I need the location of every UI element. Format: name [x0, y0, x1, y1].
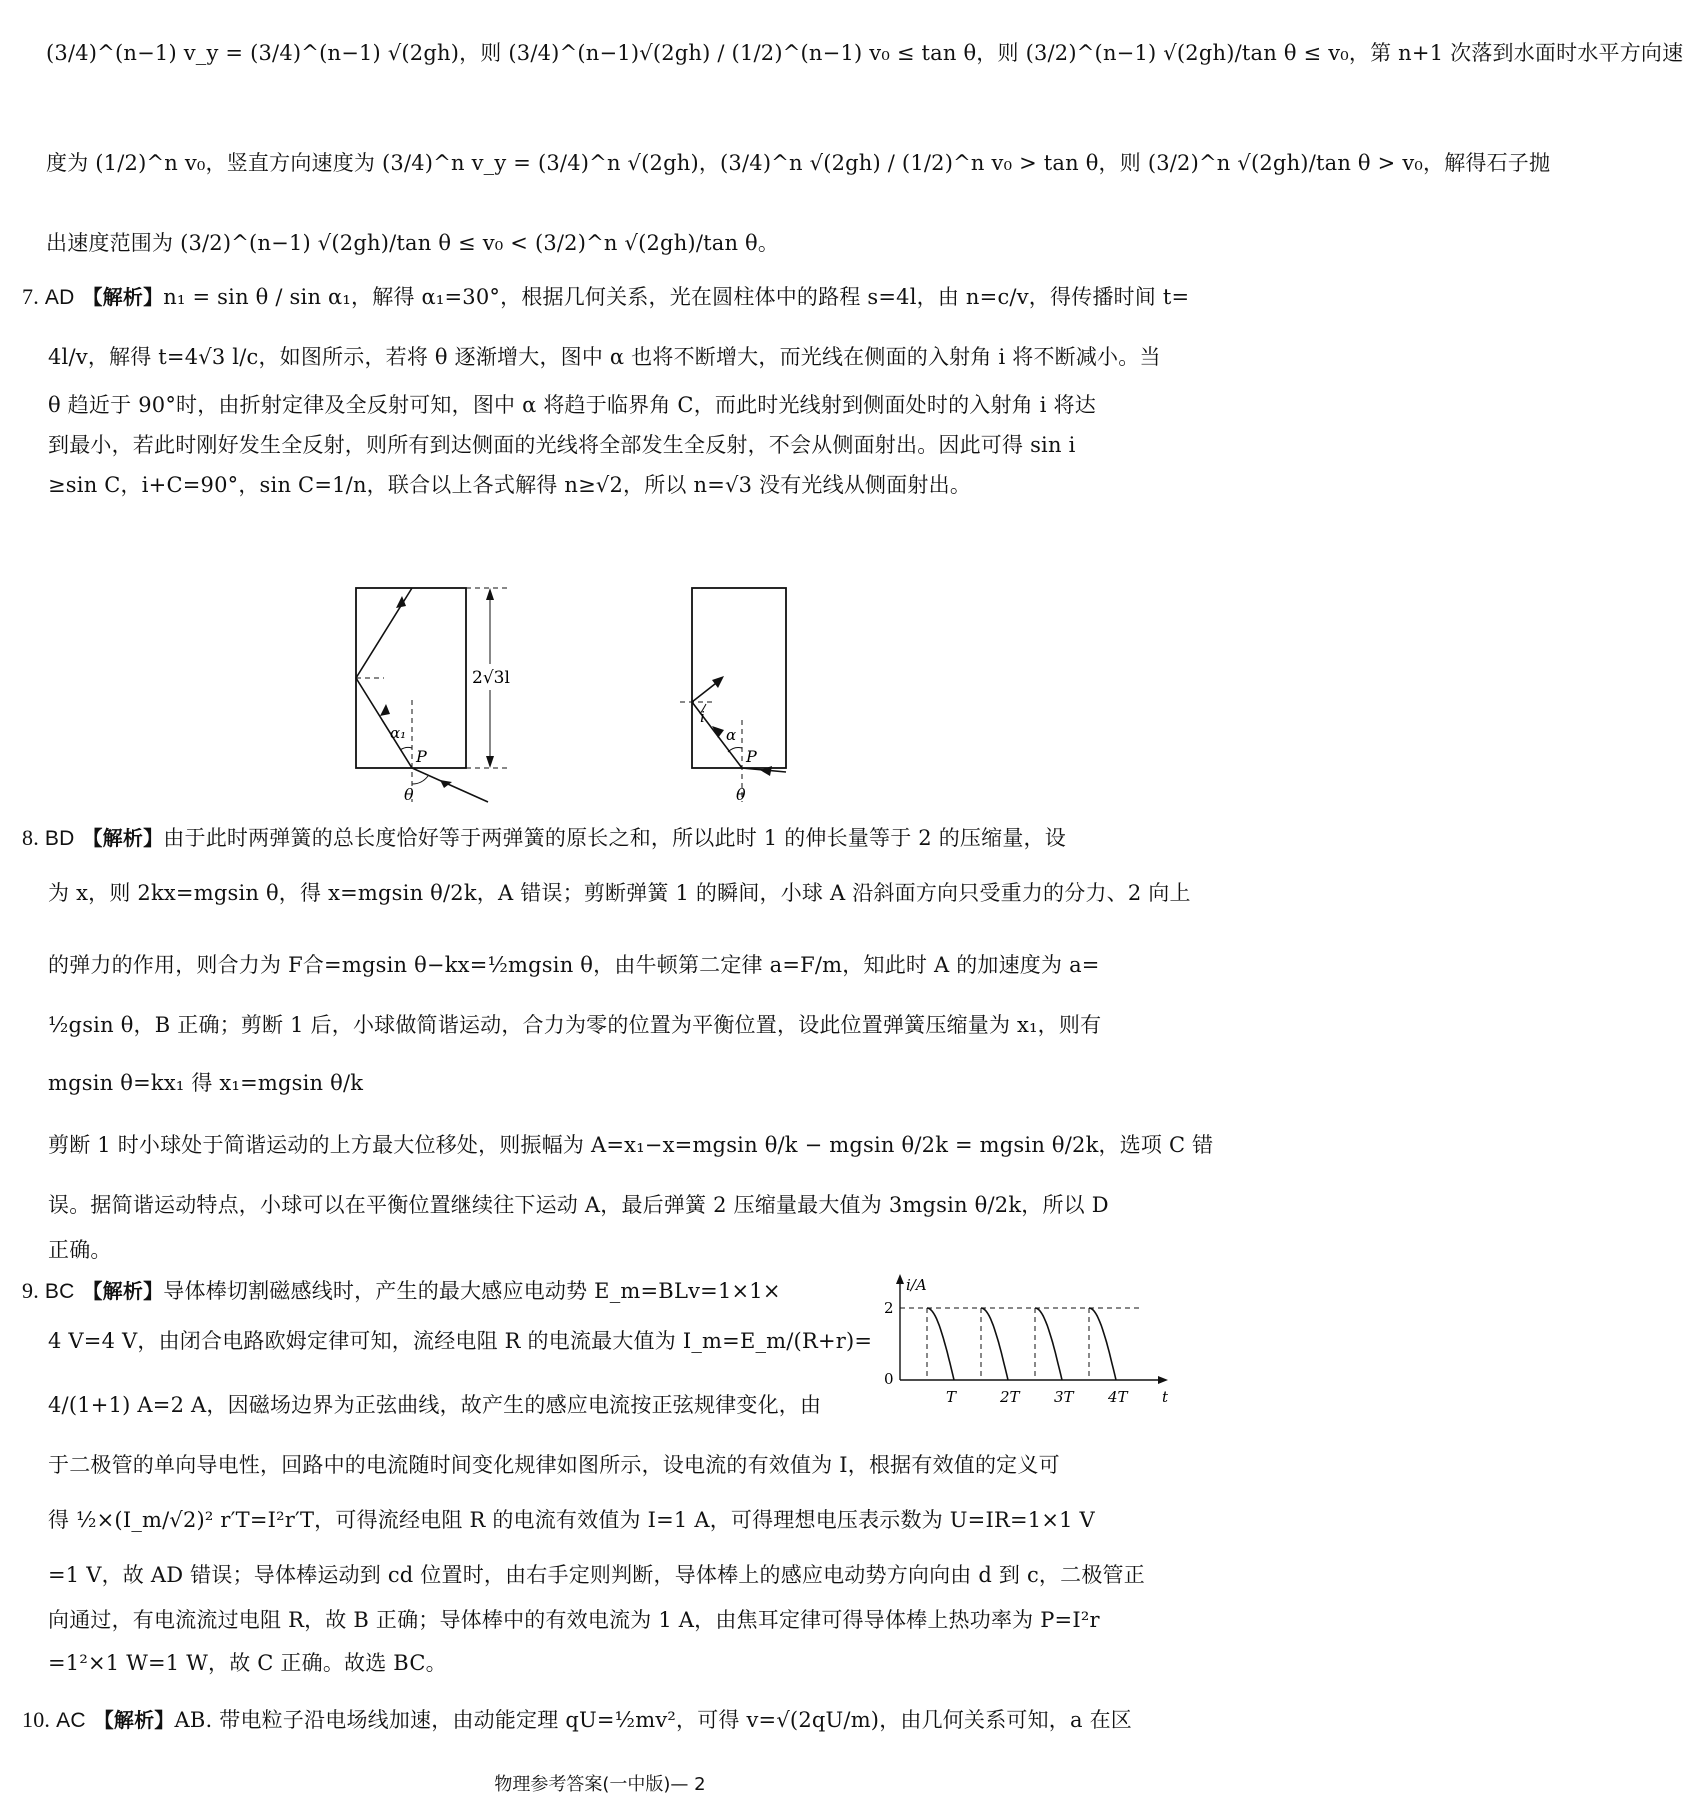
question-7 — [22, 282, 1190, 313]
x-axis-arrow — [1158, 1376, 1168, 1384]
y-tick-label: 2 — [884, 1299, 894, 1317]
light-path — [692, 680, 786, 772]
theta-label: θ — [736, 785, 746, 804]
answer-letters: BC — [44, 1280, 75, 1303]
current-curve-segment — [981, 1308, 1008, 1380]
alpha-label: α — [726, 726, 737, 744]
answer-letters: AC — [56, 1709, 86, 1732]
answer-letters: AD — [44, 286, 75, 309]
question-number: 7. — [22, 284, 39, 309]
i-label: i — [700, 708, 705, 726]
question-text: 由于此时两弹簧的总长度恰好等于两弹簧的原长之和，所以此时 1 的伸长量等于 2 的压缩量，设 — [163, 826, 1066, 850]
light-path — [356, 588, 488, 802]
page-footer: 物理参考答案(一中版)— 2 — [494, 1774, 706, 1795]
analysis-tag: 【解析】 — [82, 826, 164, 850]
question-text: AB. 带电粒子沿电场线加速，由动能定理 qU=½mv²，可得 v=√(2qU/m)，由几何关系可知，a 在区 — [174, 1708, 1132, 1732]
refraction-figure — [340, 580, 860, 805]
point-label: P — [746, 747, 757, 766]
text-line: (3/4)^(n−1) v_y = (3/4)^(n−1) √(2gh)，则 (3/4)^(n−1)√(2gh) / (1/2)^(n−1) v₀ ≤ tan θ，则 (3/2)^(n−1) √(2gh)/tan θ ≤ v₀，第 n+1 次落到水面时水平方向速 — [46, 41, 1683, 65]
question-number: 8. — [22, 825, 39, 850]
point-label: P — [416, 747, 427, 766]
text-line: ≥sin C，i+C=90°，sin C=1/n，联合以上各式解得 n≥√2，所以 n=√3 没有光线从侧面射出。 — [48, 473, 972, 497]
x-tick-label: 3T — [1054, 1388, 1074, 1406]
question-9 — [22, 1276, 862, 1307]
cylinder-right — [692, 588, 786, 768]
text-line: 剪断 1 时小球处于简谐运动的上方最大位移处，则振幅为 A=x₁−x=mgsin θ/k − mgsin θ/2k = mgsin θ/2k，选项 C 错 — [48, 1133, 1214, 1157]
x-tick-label: 2T — [1000, 1388, 1020, 1406]
text-line: 为 x，则 2kx=mgsin θ，得 x=mgsin θ/2k，A 错误；剪断弹簧 1 的瞬间，小球 A 沿斜面方向只受重力的分力、2 向上 — [48, 881, 1191, 905]
x-tick-label: T — [946, 1388, 957, 1406]
x-axis-label: t — [1162, 1388, 1169, 1406]
analysis-tag: 【解析】 — [82, 1279, 164, 1303]
y-axis-arrow — [896, 1274, 904, 1284]
y-axis-label: i/A — [906, 1276, 927, 1294]
alpha-label: α₁ — [390, 724, 407, 742]
question-number: 9. — [22, 1278, 39, 1303]
text-line: 4/(1+1) A=2 A，因磁场边界为正弦曲线，故产生的感应电流按正弦规律变化，由 — [48, 1393, 822, 1417]
text-line: 度为 (1/2)^n v₀，竖直方向速度为 (3/4)^n v_y = (3/4)^n √(2gh)，(3/4)^n √(2gh) / (1/2)^n v₀ > tan θ，则 (3/2)^n √(2gh)/tan θ > v₀，解得石子抛 — [46, 151, 1551, 175]
current-curve-segment — [927, 1308, 954, 1380]
text-line: mgsin θ=kx₁ 得 x₁=mgsin θ/k — [48, 1071, 364, 1095]
question-text: 导体棒切割磁感线时，产生的最大感应电动势 E_m=BLv=1×1× — [163, 1279, 781, 1303]
text-line: 出速度范围为 (3/2)^(n−1) √(2gh)/tan θ ≤ v₀ < (3/2)^n √(2gh)/tan θ。 — [46, 231, 780, 255]
x-tick-label: 4T — [1108, 1388, 1128, 1406]
question-10 — [22, 1705, 1152, 1736]
text-line: 于二极管的单向导电性，回路中的电流随时间变化规律如图所示，设电流的有效值为 I，根据有效值的定义可 — [48, 1453, 1060, 1477]
text-line: 得 ½×(I_m/√2)² r′T=I²r′T，可得流经电阻 R 的电流有效值为 I=1 A，可得理想电压表示数为 U=IR=1×1 V — [48, 1508, 1095, 1532]
current-time-chart — [870, 1270, 1175, 1405]
text-line: 4 V=4 V，由闭合电路欧姆定律可知，流经电阻 R 的电流最大值为 I_m=E_m/(R+r)= — [48, 1329, 873, 1353]
current-curve-segment — [1035, 1308, 1062, 1380]
text-line: 误。据简谐运动特点，小球可以在平衡位置继续往下运动 A，最后弹簧 2 压缩量最大值为 3mgsin θ/2k，所以 D — [48, 1193, 1109, 1217]
text-line: 4l/v，解得 t=4√3 l/c，如图所示，若将 θ 逐渐增大，图中 α 也将不断增大，而光线在侧面的入射角 i 将不断减小。当 — [48, 345, 1161, 369]
answer-letters: BD — [44, 827, 75, 850]
text-line: θ 趋近于 90°时，由折射定律及全反射可知，图中 α 将趋于临界角 C，而此时光线射到侧面处时的入射角 i 将达 — [48, 393, 1096, 417]
theta-label: θ — [404, 785, 414, 804]
text-line: 到最小，若此时刚好发生全反射，则所有到达侧面的光线将全部发生全反射，不会从侧面射出。因此可得 sin i — [48, 433, 1076, 457]
current-curve-segment — [1089, 1308, 1116, 1380]
question-number: 10. — [22, 1707, 51, 1732]
text-line: =1²×1 W=1 W，故 C 正确。故选 BC。 — [48, 1651, 447, 1675]
y-tick-label: 0 — [884, 1370, 894, 1388]
text-line: 正确。 — [48, 1238, 112, 1262]
question-text: n₁ = sin θ / sin α₁，解得 α₁=30°，根据几何关系，光在圆柱体中的路程 s=4l，由 n=c/v，得传播时间 t= — [163, 285, 1190, 309]
text-line: 向通过，有电流流过电阻 R，故 B 正确；导体棒中的有效电流为 1 A，由焦耳定律可得导体棒上热功率为 P=I²r — [48, 1608, 1100, 1632]
text-line: 的弹力的作用，则合力为 F合=mgsin θ−kx=½mgsin θ，由牛顿第二定律 a=F/m，知此时 A 的加速度为 a= — [48, 953, 1100, 977]
text-line: ½gsin θ，B 正确；剪断 1 后，小球做简谐运动，合力为零的位置为平衡位置，设此位置弹簧压缩量为 x₁，则有 — [48, 1013, 1102, 1037]
analysis-tag: 【解析】 — [82, 285, 164, 309]
cylinder-left — [356, 588, 466, 768]
question-8 — [22, 823, 1152, 854]
dimension-label: 2√3l — [472, 668, 510, 688]
text-line: =1 V，故 AD 错误；导体棒运动到 cd 位置时，由右手定则判断，导体棒上的感应电动势方向向由 d 到 c，二极管正 — [48, 1563, 1145, 1587]
analysis-tag: 【解析】 — [93, 1708, 175, 1732]
